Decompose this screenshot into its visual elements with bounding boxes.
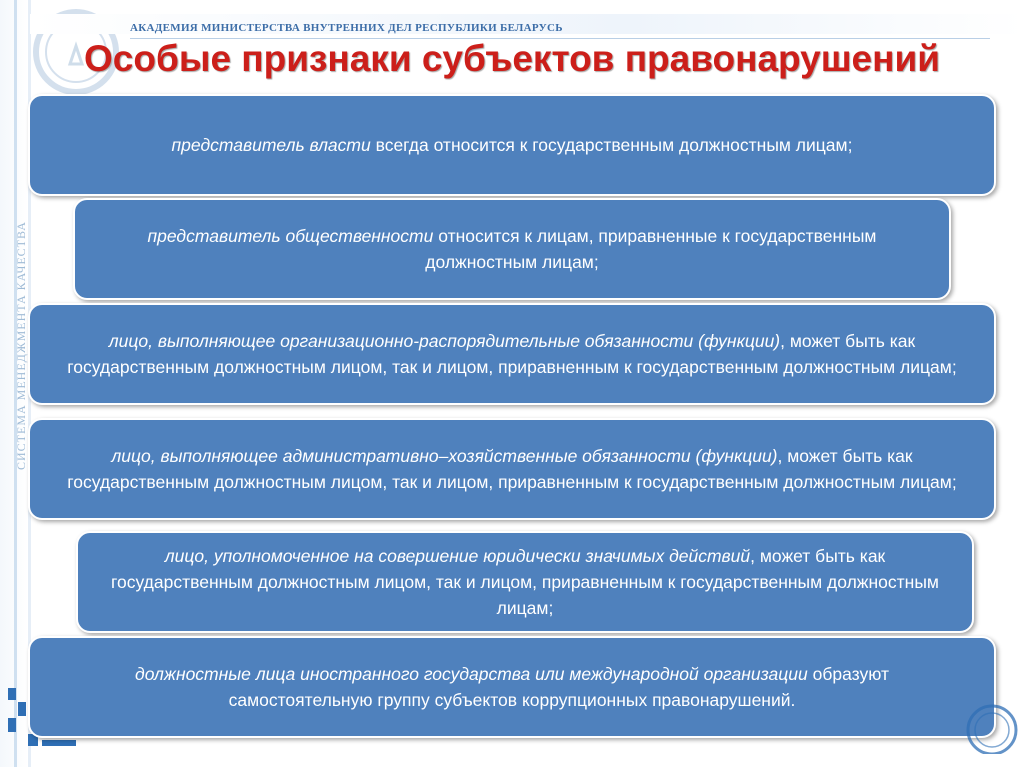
feature-rest: всегда относится к государственным должностным лицам; — [370, 135, 853, 155]
feature-text — [48, 328, 976, 380]
feature-text — [172, 132, 853, 158]
slide-title: Особые признаки субъектов правонарушений — [84, 38, 940, 79]
feature-box-5 — [76, 531, 974, 633]
feature-text — [96, 543, 954, 621]
feature-rest: , может быть как государственным должностным лицом, так и лицом, приравненным к государственным должностным лицам; — [111, 546, 939, 618]
feature-box-2 — [73, 198, 951, 300]
feature-text — [48, 443, 976, 495]
feature-box-6 — [28, 636, 996, 738]
side-vertical-text: СИСТЕМА МЕНЕДЖМЕНТА КАЧЕСТВА — [14, 221, 28, 470]
feature-box-3 — [28, 303, 996, 405]
feature-rest: образуют самостоятельную группу субъектов коррупционных правонарушений. — [228, 664, 889, 710]
feature-box-1 — [28, 94, 996, 196]
quality-seal-icon — [958, 694, 1018, 754]
feature-emphasis: представитель власти — [171, 135, 371, 155]
feature-rest: , может быть как государственным должностным лицом, так и лицом, приравненным к государственным должностным лицам; — [67, 331, 957, 377]
feature-emphasis: представитель общественности — [147, 226, 434, 246]
feature-box-4 — [28, 418, 996, 520]
feature-text — [132, 223, 892, 275]
feature-emphasis: лицо, выполняющее организационно-распорядительные обязанности (функции) — [108, 331, 781, 351]
institution-name: АКАДЕМИЯ МИНИСТЕРСТВА ВНУТРЕННИХ ДЕЛ РЕСПУБЛИКИ БЕЛАРУСЬ — [130, 22, 563, 34]
feature-rest: относится к лицам, приравненные к государственным должностным лицам; — [425, 226, 877, 272]
feature-emphasis: лицо, уполномоченное на совершение юридически значимых действий — [164, 546, 751, 566]
feature-emphasis: лицо, выполняющее административно–хозяйственные обязанности (функции) — [111, 446, 778, 466]
feature-text — [62, 661, 962, 713]
feature-rest: , может быть как государственным должностным лицом, так и лицом, приравненным к государственным должностным лицам; — [67, 446, 957, 492]
feature-emphasis: должностные лица иностранного государства или международной организации — [135, 664, 808, 684]
